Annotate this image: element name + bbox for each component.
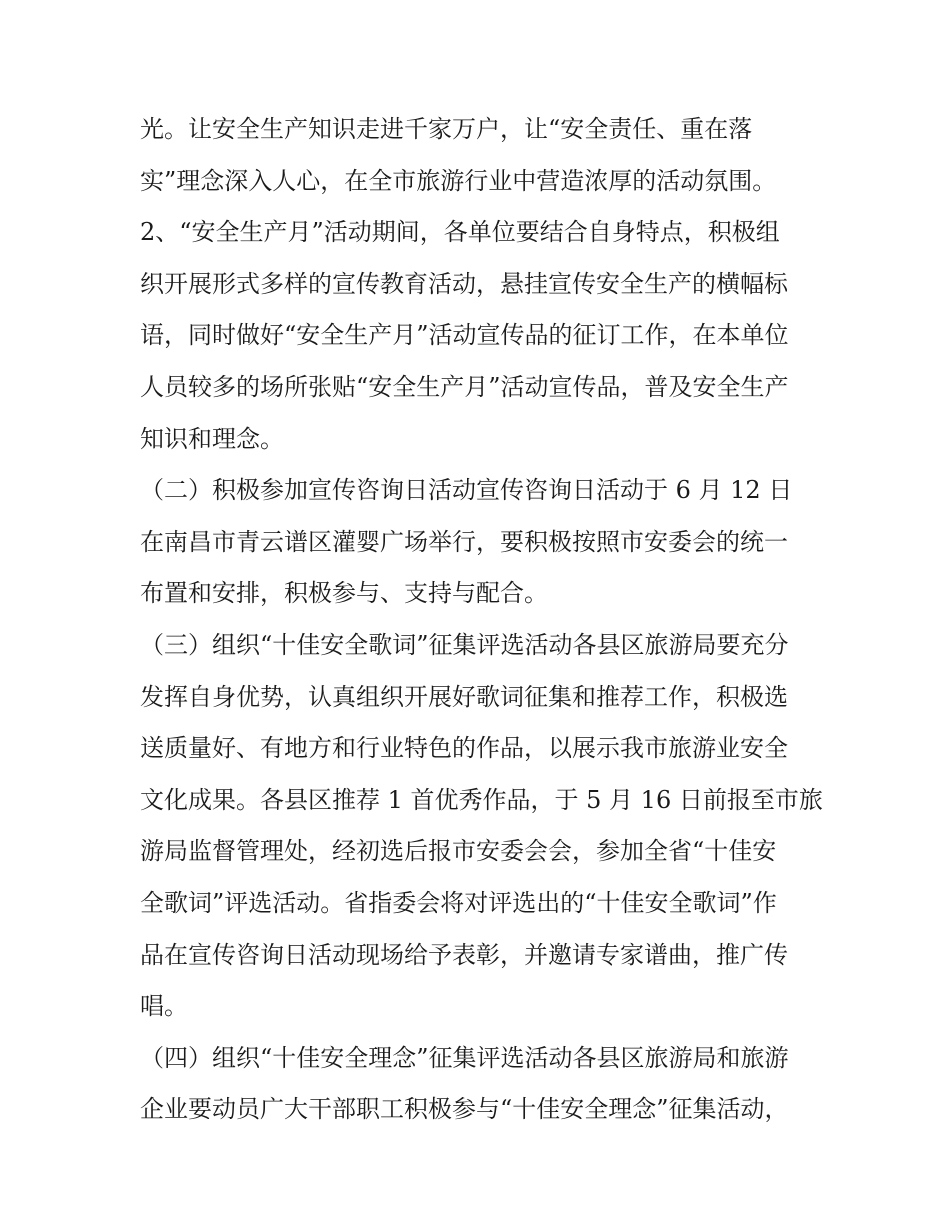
section-heading-2: （二）积极参加宣传咨询日活动宣传咨询日活动于 6 月 12 日 xyxy=(140,476,793,505)
text-line: 光。让安全生产知识走进千家万户，让“安全责任、重在落 xyxy=(140,115,753,143)
section-heading-3: （三）组织“十佳安全歌词”征集评选活动各县区旅游局要充分 xyxy=(140,630,789,659)
text-line: 布置和安排，积极参与、支持与配合。 xyxy=(140,579,548,608)
text-line: 发挥自身优势，认真组织开展好歌词征集和推荐工作，积极选 xyxy=(140,682,788,711)
text-line: 2、“安全生产月”活动期间，各单位要结合自身特点，积极组 xyxy=(140,218,780,247)
text-line: 唱。 xyxy=(140,992,188,1021)
text-line: 实”理念深入人心，在全市旅游行业中营造浓厚的活动氛围。 xyxy=(140,166,777,195)
text-line: 全歌词”评选活动。省指委会将对评选出的“十佳安全歌词”作 xyxy=(140,888,777,917)
text-line: 文化成果。各县区推荐 1 首优秀作品，于 5 月 16 日前报至市旅 xyxy=(140,785,823,814)
text-line: 语，同时做好“安全生产月”活动宣传品的征订工作，在本单位 xyxy=(140,321,789,350)
text-line: 人员较多的场所张贴“安全生产月”活动宣传品，普及安全生产 xyxy=(140,372,789,401)
text-line: 织开展形式多样的宣传教育活动，悬挂宣传安全生产的横幅标 xyxy=(140,269,788,298)
text-line: 游局监督管理处，经初选后报市安委会会，参加全省“十佳安 xyxy=(140,837,777,866)
text-line: 品在宣传咨询日活动现场给予表彰，并邀请专家谱曲，推广传 xyxy=(140,940,788,969)
body-text xyxy=(140,104,823,1136)
text-line: 送质量好、有地方和行业特色的作品，以展示我市旅游业安全 xyxy=(140,734,788,763)
text-line: 企业要动员广大干部职工积极参与“十佳安全理念”征集活动， xyxy=(140,1095,789,1124)
text-line: 知识和理念。 xyxy=(140,424,284,453)
section-heading-4: （四）组织“十佳安全理念”征集评选活动各县区旅游局和旅游 xyxy=(140,1043,789,1072)
text-line: 在南昌市青云谱区灌婴广场举行，要积极按照市安委会的统一 xyxy=(140,527,788,556)
